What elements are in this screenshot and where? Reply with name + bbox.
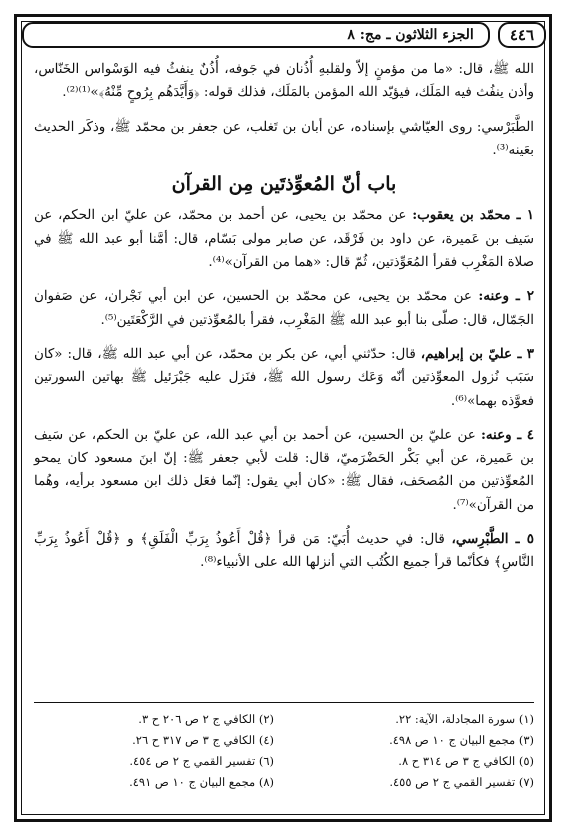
hadith-5-lead: ٥ ـ الطَّبْرِسي، <box>451 531 534 548</box>
hadith-5 <box>34 528 534 575</box>
hadith-3 <box>34 343 534 413</box>
footnote-1: (١) سورة المجادلة، الآية: ٢٢. <box>395 712 534 726</box>
hadith-4-lead: ٤ ـ وعنه: <box>480 426 534 443</box>
footnote-4: (٤) الكافي ج ٣ ص ٣١٧ ح ٢٦. <box>132 733 274 747</box>
hadith-1-lead: ١ ـ محمّد بن يعقوب: <box>412 207 534 224</box>
hadith-2-lead: ٢ ـ وعنه: <box>478 288 534 305</box>
paragraph-tabarsi: الطَّبَرْسي: روى العيّاشي بإسناده، عن أبان بن تَغلب، عن جعفر بن محمّد ﷺ، وذكَر الحديث بعَينه⁽³⁾. <box>34 119 534 158</box>
page-number: ٤٤٦ <box>498 22 546 48</box>
hadith-2-text: عن محمّد بن يحيى، عن محمّد بن الحسين، عن ابن أبي نَجْران، عن صَفوان الجَمّال، قال: صلّى بنا أبو عبد الله ﷺ المَغْرِب، فقرأ بالمُعوِّذتين في الرَّكْعَتَين⁽⁵⁾. <box>34 289 534 328</box>
paragraph-hadith-end: الله ﷺ، قال: «ما من مؤمنٍ إلاّ ولقلبهِ أُذُنان في جَوفه، أُذُنٌ ينفثُ فيه الوَسْواس الخَنّاس، وأذن ينفُث فيه المَلَك، فيؤيّد الله المؤمن بالمَلَك، فذلك قوله: ﴿وَأَيَّدَهُم بِرُوحٍ مِّنْهُ﴾»⁽¹⁾⁽²⁾. <box>34 62 534 101</box>
footnote-7: (٧) تفسير القمي ج ٢ ص ٤٥٥. <box>389 775 534 789</box>
footnotes <box>34 710 534 792</box>
footnote-rule <box>34 702 534 703</box>
hadith-3-text: قال: حدّثني أبي، عن بكر بن محمّد، عن أبي عبد الله ﷺ، قال: «كان سَبَب نُزول المعوِّذتين أنّه وَعَك رسول الله ﷺ، فنَزل عليه جَبْرَئيل ﷺ بهاتين السورتين فعوَّذه بهما»⁽⁶⁾. <box>34 346 534 409</box>
footnote-8: (٨) مجمع البيان ج ١٠ ص ٤٩١. <box>129 775 274 789</box>
hadith-4-text: عن عليّ بن الحسين، عن أحمد بن أبي عبد الله، عن عليّ بن الحكم، عن سَيف بن عَميرة، عن أبي بَكْر الحَضْرَميّ، قال: قلت لأبي جعفر ﷺ: إنّ ابنَ مسعود كان يمحو المُعوِّذتين من المُصحَف، فقال ﷺ: «كان أبي يقول: إنّما فعَل ذلك ابن مسعود برأيه، وهُما من القرآن»⁽⁷⁾. <box>34 427 534 513</box>
page-body <box>34 58 534 586</box>
hadith-5-text: قال: في حديث أُبَيّ: مَن قرأ ﴿قُلْ أَعُوذُ بِرَبِّ الْفَلَقِ﴾ و ﴿قُلْ أَعُوذُ بِرَبِّ النَّاسِ﴾ فكأنّما قرأ جميع الكُتُب التي أنزلها الله على الأنبياء⁽⁸⁾. <box>34 532 534 571</box>
hadith-2 <box>34 285 534 332</box>
footnote-5: (٥) الكافي ج ٣ ص ٣١٤ ح ٨. <box>398 754 534 768</box>
hadith-4 <box>34 424 534 517</box>
chapter-title: باب أنّ المُعوِّذتَين مِن القرآن <box>171 173 397 196</box>
hadith-3-lead: ٣ ـ عليّ بن إبراهيم، <box>420 345 534 362</box>
hadith-1-text: عن محمّد بن يحيى، عن أحمد بن محمّد، عن عليّ ابن الحكم، عن سَيف بن عَميرة، عن داود بن فَرْقَد، عن صابر مولى بَسّام، قال: أمَّنا أبو عبد الله ﷺ في صلاة المَغْرِب فقرأ المُعَوِّذتين، ثُمّ قال: «هما من القرآن»⁽⁴⁾. <box>34 208 534 271</box>
hadith-1 <box>34 204 534 274</box>
footnote-3: (٣) مجمع البيان ج ١٠ ص ٤٩٨. <box>389 733 534 747</box>
page-header <box>22 22 546 48</box>
footnote-6: (٦) تفسير القمي ج ٢ ص ٤٥٤. <box>129 754 274 768</box>
running-title: الجزء الثلاثون ـ مج: ٨ <box>22 22 490 48</box>
footnote-2: (٢) الكافي ج ٢ ص ٢٠٦ ح ٣. <box>138 712 274 726</box>
